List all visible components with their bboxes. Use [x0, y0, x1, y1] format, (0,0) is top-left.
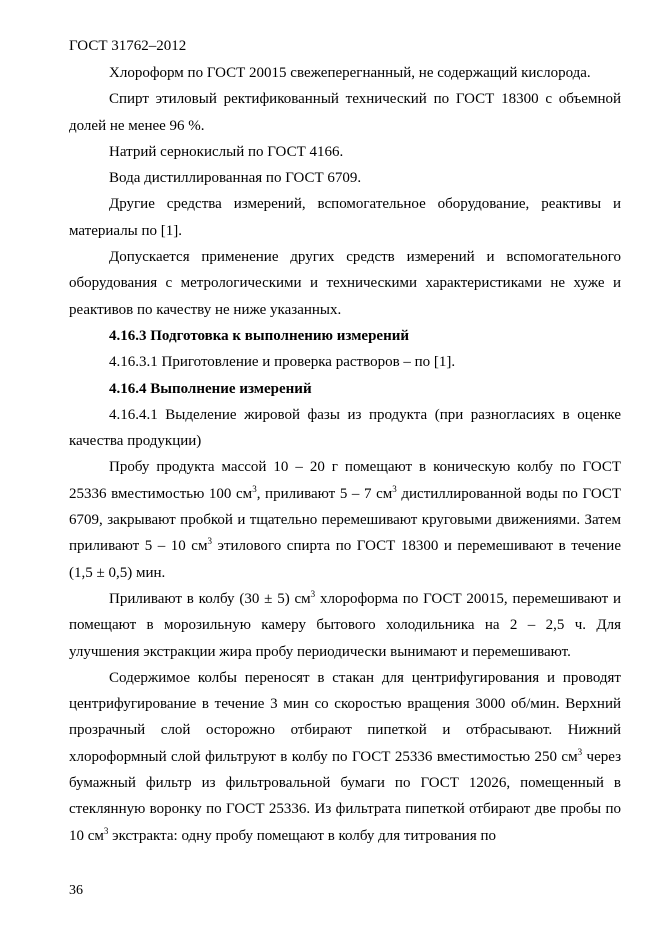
text-run: через бумажный фильтр из фильтровальной бумаги по ГОСТ 12026, помещенный в стеклянную воронку по ГОСТ 25336. Из фильтрата пипеткой отбирают две пробы по 10 см	[69, 748, 621, 844]
text-run: хлороформа по ГОСТ 20015, перемешивают и помещают в морозильную камеру бытового холодильника на 2 – 2,5 ч. Для улучшения экстракции жира пробу периодически вынимают и перемешивают.	[69, 590, 621, 660]
document-header: ГОСТ 31762–2012	[69, 38, 187, 54]
section-heading-measurement: 4.16.4 Выполнение измерений	[109, 380, 312, 397]
text-run: , приливают 5 – 7 см	[256, 485, 393, 502]
superscript: 3	[252, 483, 257, 494]
superscript: 3	[577, 746, 583, 757]
text-run: экстракта: одну пробу помещают в колбу для титрования по	[108, 827, 497, 844]
document-body	[69, 60, 621, 849]
text-run: Приливают в колбу (30 ± 5) см	[109, 590, 311, 607]
paragraph-sample	[69, 454, 621, 585]
paragraph-ethanol: Спирт этиловый ректификованный технический по ГОСТ 18300 с объемной долей не менее 96 %.	[69, 91, 621, 134]
text-run: этилового спирта по ГОСТ 18300 и перемешивают в течение (1,5 ± 0,5) мин.	[69, 538, 621, 581]
superscript: 3	[103, 825, 109, 836]
superscript: 3	[392, 483, 397, 494]
paragraph-fat-phase: 4.16.4.1 Выделение жировой фазы из продукта (при разногласиях в оценке качества продукции)	[69, 406, 621, 450]
section-heading-preparation: 4.16.3 Подготовка к выполнению измерений	[109, 327, 409, 344]
paragraph-chloroform: Хлороформ по ГОСТ 20015 свежеперегнанный, не содержащий кислорода.	[109, 65, 591, 81]
paragraph-distilled-water: Вода дистиллированная по ГОСТ 6709.	[109, 170, 362, 187]
paragraph-solutions: 4.16.3.1 Приготовление и проверка растворов – по [1].	[109, 354, 456, 371]
paragraph-other-means: Другие средства измерений, вспомогательное оборудование, реактивы и материалы по [1].	[69, 196, 621, 239]
text-run: дистиллированной воды по ГОСТ 6709, закрывают пробкой и тщательно перемешивают круговыми движениями. Затем приливают 5 – 10 см	[69, 485, 622, 555]
page-number: 36	[69, 883, 83, 898]
paragraph-sodium-sulfate: Натрий сернокислый по ГОСТ 4166.	[109, 143, 344, 160]
paragraph-chloroform-add	[69, 586, 621, 665]
superscript: 3	[310, 588, 316, 599]
text-run: Содержимое колбы переносят в стакан для центрифугирования и проводят центрифугирование в течение 3 мин со скоростью вращения 3000 об/мин. Верхний прозрачный слой осторожно отбирают пипеткой и отбрасывают. Нижний хлороформный слой фильтруют в колбу по ГОСТ 25336 вместимостью 250 см	[69, 669, 621, 765]
superscript: 3	[207, 536, 212, 547]
text-run: Пробу продукта массой 10 – 20 г помещают в коническую колбу по ГОСТ 25336 вместимостью 100 см	[69, 459, 621, 502]
paragraph-centrifuge	[69, 665, 621, 849]
paragraph-allowed: Допускается применение других средств измерений и вспомогательного оборудования с метрологическими и техническими характеристиками не хуже и реактивов по качеству не ниже указанных.	[69, 249, 621, 318]
